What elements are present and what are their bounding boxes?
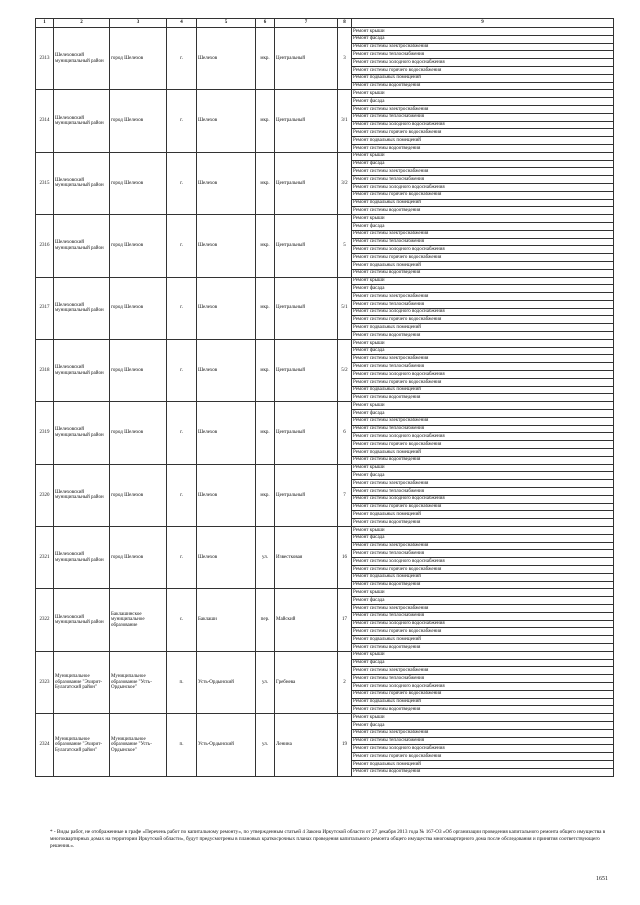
table-row — [36, 90, 614, 98]
table-row — [36, 589, 614, 597]
column-header: 5 — [197, 19, 256, 28]
district-cell: Шелеховский муниципальный район — [54, 339, 110, 401]
work-type-cell: Ремонт фасада — [352, 35, 614, 43]
work-type-cell: Ремонт системы теплоснабжения — [352, 675, 614, 683]
work-type-cell: Ремонт крыши — [352, 402, 614, 410]
street-cell: Центральный — [275, 339, 338, 401]
work-type-cell: Ремонт фасада — [352, 285, 614, 293]
work-type-cell: Ремонт системы холодного водоснабжения — [352, 121, 614, 129]
work-type-cell: Ремонт системы холодного водоснабжения — [352, 59, 614, 67]
row-number: 2323 — [36, 651, 54, 713]
work-type-cell: Ремонт фасада — [352, 160, 614, 168]
district-cell: Шелеховский муниципальный район — [54, 402, 110, 464]
municipality-cell: Баклашинское муниципальное образование — [110, 589, 167, 651]
work-type-cell: Ремонт системы горячего водоснабжения — [352, 191, 614, 199]
work-type-cell: Ремонт системы горячего водоснабжения — [352, 753, 614, 761]
work-type-cell: Ремонт подвальных помещений — [352, 636, 614, 644]
municipality-cell: Муниципальное образование "Усть-Ордынское" — [110, 714, 167, 776]
work-type-cell: Ремонт системы холодного водоснабжения — [352, 371, 614, 379]
municipality-cell: город Шелехов — [110, 28, 167, 90]
work-type-cell: Ремонт системы электроснабжения — [352, 105, 614, 113]
work-type-cell: Ремонт системы электроснабжения — [352, 230, 614, 238]
work-type-cell: Ремонт системы горячего водоснабжения — [352, 503, 614, 511]
work-type-cell: Ремонт подвальных помещений — [352, 261, 614, 269]
work-type-cell: Ремонт фасада — [352, 410, 614, 418]
street-cell: Центральный — [275, 215, 338, 277]
district-cell: Шелеховский муниципальный район — [54, 277, 110, 339]
street-type-cell: ул. — [256, 714, 275, 776]
house-number-cell: 17 — [338, 589, 352, 651]
work-type-cell: Ремонт системы горячего водоснабжения — [352, 66, 614, 74]
work-type-cell: Ремонт системы горячего водоснабжения — [352, 690, 614, 698]
street-type-cell: мкр. — [256, 28, 275, 90]
table-row — [36, 28, 614, 36]
work-type-cell: Ремонт системы электроснабжения — [352, 480, 614, 488]
work-type-cell: Ремонт системы водоотведения — [352, 706, 614, 714]
house-number-cell: 16 — [338, 527, 352, 589]
street-cell: Центральный — [275, 152, 338, 214]
work-type-cell: Ремонт системы теплоснабжения — [352, 238, 614, 246]
work-type-cell: Ремонт системы водоотведения — [352, 332, 614, 340]
row-number: 2320 — [36, 464, 54, 526]
column-header: 8 — [338, 19, 352, 28]
street-type-cell: мкр. — [256, 339, 275, 401]
column-header: 4 — [167, 19, 197, 28]
row-number: 2317 — [36, 277, 54, 339]
work-type-cell: Ремонт подвальных помещений — [352, 137, 614, 145]
work-type-cell: Ремонт крыши — [352, 277, 614, 285]
row-number: 2324 — [36, 714, 54, 776]
settlement-type-cell: г. — [167, 527, 197, 589]
table-row — [36, 402, 614, 410]
page-number: 1651 — [596, 876, 608, 882]
district-cell: Шелеховский муниципальный район — [54, 215, 110, 277]
settlement-cell: Шелехов — [197, 215, 256, 277]
table-row — [36, 714, 614, 722]
work-type-cell: Ремонт подвальных помещений — [352, 449, 614, 457]
district-cell: Шелеховский муниципальный район — [54, 152, 110, 214]
work-type-cell: Ремонт крыши — [352, 152, 614, 160]
work-type-cell: Ремонт подвальных помещений — [352, 199, 614, 207]
work-type-cell: Ремонт системы водоотведения — [352, 519, 614, 527]
street-cell: Гребнева — [275, 651, 338, 713]
table-row — [36, 339, 614, 347]
work-type-cell: Ремонт подвальных помещений — [352, 511, 614, 519]
house-number-cell: 3/2 — [338, 152, 352, 214]
work-type-cell: Ремонт системы теплоснабжения — [352, 737, 614, 745]
row-number: 2319 — [36, 402, 54, 464]
work-type-cell: Ремонт системы холодного водоснабжения — [352, 745, 614, 753]
settlement-cell: Усть-Ордынский — [197, 714, 256, 776]
municipality-cell: город Шелехов — [110, 215, 167, 277]
street-cell: Центральный — [275, 402, 338, 464]
column-header: 7 — [275, 19, 338, 28]
house-number-cell: 2 — [338, 651, 352, 713]
work-type-cell: Ремонт системы теплоснабжения — [352, 176, 614, 184]
work-type-cell: Ремонт фасада — [352, 347, 614, 355]
municipality-cell: Муниципальное образование "Усть-Ордынское" — [110, 651, 167, 713]
work-type-cell: Ремонт фасада — [352, 659, 614, 667]
house-number-cell: 3 — [338, 28, 352, 90]
work-type-cell: Ремонт системы водоотведения — [352, 144, 614, 152]
work-type-cell: Ремонт крыши — [352, 215, 614, 223]
work-type-cell: Ремонт крыши — [352, 651, 614, 659]
street-type-cell: мкр. — [256, 277, 275, 339]
work-type-cell: Ремонт фасада — [352, 222, 614, 230]
work-type-cell: Ремонт крыши — [352, 589, 614, 597]
work-type-cell: Ремонт системы теплоснабжения — [352, 550, 614, 558]
work-type-cell: Ремонт системы электроснабжения — [352, 729, 614, 737]
settlement-cell: Шелехов — [197, 402, 256, 464]
work-type-cell: Ремонт системы теплоснабжения — [352, 488, 614, 496]
work-type-cell: Ремонт крыши — [352, 90, 614, 98]
settlement-cell: Шелехов — [197, 464, 256, 526]
footnote: * - Виды работ, не отображенные в графе «Перечень работ по капитальному ремонту», по утвержденным статьей 4 Закона Иркутской области от 27 декабря 2013 года № 167-ОЗ «Об организации проведения капитального ремонта общего имущества в многоквартирных домах на территории Иркутской области», будут предусмотрены в плановых краткосрочных планах проведения капитального ремонта общего имущества многоквартирного дома после обследования и принятия соответствующего решения.». — [50, 829, 606, 849]
municipality-cell: город Шелехов — [110, 402, 167, 464]
house-number-cell: 7 — [338, 464, 352, 526]
street-type-cell: мкр. — [256, 215, 275, 277]
house-number-cell: 5 — [338, 215, 352, 277]
work-type-cell: Ремонт фасада — [352, 721, 614, 729]
column-header: 9 — [352, 19, 614, 28]
document-page — [35, 18, 613, 777]
settlement-type-cell: г. — [167, 402, 197, 464]
district-cell: Шелеховский муниципальный район — [54, 28, 110, 90]
street-cell: Центральный — [275, 277, 338, 339]
house-number-cell: 5/1 — [338, 277, 352, 339]
district-cell: Шелеховский муниципальный район — [54, 90, 110, 152]
street-cell: Ленина — [275, 714, 338, 776]
work-type-cell: Ремонт системы горячего водоснабжения — [352, 129, 614, 137]
street-cell: Центральный — [275, 90, 338, 152]
district-cell: Муниципальное образование "Эхирит-Булагатский район" — [54, 714, 110, 776]
work-type-cell: Ремонт системы теплоснабжения — [352, 113, 614, 121]
settlement-type-cell: п. — [167, 714, 197, 776]
district-cell: Шелеховский муниципальный район — [54, 464, 110, 526]
street-cell: Центральный — [275, 28, 338, 90]
row-number: 2321 — [36, 527, 54, 589]
work-type-cell: Ремонт крыши — [352, 714, 614, 722]
work-type-cell: Ремонт крыши — [352, 339, 614, 347]
table-row — [36, 464, 614, 472]
settlement-cell: Баклаши — [197, 589, 256, 651]
work-type-cell: Ремонт системы теплоснабжения — [352, 300, 614, 308]
row-number: 2314 — [36, 90, 54, 152]
work-type-cell: Ремонт подвальных помещений — [352, 324, 614, 332]
street-type-cell: пер. — [256, 589, 275, 651]
work-type-cell: Ремонт системы электроснабжения — [352, 542, 614, 550]
work-type-cell: Ремонт подвальных помещений — [352, 760, 614, 768]
street-type-cell: мкр. — [256, 90, 275, 152]
settlement-type-cell: г. — [167, 464, 197, 526]
street-cell: Центральный — [275, 464, 338, 526]
district-cell: Муниципальное образование "Эхирит-Булагатский район" — [54, 651, 110, 713]
repair-register-table — [35, 18, 614, 777]
work-type-cell: Ремонт системы теплоснабжения — [352, 51, 614, 59]
house-number-cell: 6 — [338, 402, 352, 464]
column-header: 3 — [110, 19, 167, 28]
table-row — [36, 215, 614, 223]
district-cell: Шелеховский муниципальный район — [54, 527, 110, 589]
work-type-cell: Ремонт системы водоотведения — [352, 394, 614, 402]
settlement-type-cell: г. — [167, 339, 197, 401]
work-type-cell: Ремонт крыши — [352, 28, 614, 36]
work-type-cell: Ремонт фасада — [352, 98, 614, 106]
work-type-cell: Ремонт системы электроснабжения — [352, 168, 614, 176]
settlement-cell: Шелехов — [197, 152, 256, 214]
municipality-cell: город Шелехов — [110, 152, 167, 214]
table-row — [36, 277, 614, 285]
work-type-cell: Ремонт системы горячего водоснабжения — [352, 441, 614, 449]
municipality-cell: город Шелехов — [110, 527, 167, 589]
work-type-cell: Ремонт системы водоотведения — [352, 207, 614, 215]
street-type-cell: мкр. — [256, 152, 275, 214]
municipality-cell: город Шелехов — [110, 464, 167, 526]
street-type-cell: ул. — [256, 651, 275, 713]
district-cell: Шелеховский муниципальный район — [54, 589, 110, 651]
house-number-cell: 5/2 — [338, 339, 352, 401]
work-type-cell: Ремонт системы электроснабжения — [352, 417, 614, 425]
municipality-cell: город Шелехов — [110, 277, 167, 339]
work-type-cell: Ремонт системы горячего водоснабжения — [352, 565, 614, 573]
settlement-cell: Усть-Ордынский — [197, 651, 256, 713]
column-header: 6 — [256, 19, 275, 28]
settlement-cell: Шелехов — [197, 339, 256, 401]
settlement-type-cell: п. — [167, 651, 197, 713]
house-number-cell: 3/1 — [338, 90, 352, 152]
table-row — [36, 152, 614, 160]
work-type-cell: Ремонт фасада — [352, 534, 614, 542]
row-number: 2322 — [36, 589, 54, 651]
work-type-cell: Ремонт системы электроснабжения — [352, 43, 614, 51]
work-type-cell: Ремонт системы электроснабжения — [352, 667, 614, 675]
settlement-cell: Шелехов — [197, 90, 256, 152]
work-type-cell: Ремонт системы холодного водоснабжения — [352, 620, 614, 628]
work-type-cell: Ремонт крыши — [352, 464, 614, 472]
municipality-cell: город Шелехов — [110, 339, 167, 401]
column-header: 2 — [54, 19, 110, 28]
settlement-cell: Шелехов — [197, 527, 256, 589]
settlement-type-cell: г. — [167, 28, 197, 90]
municipality-cell: город Шелехов — [110, 90, 167, 152]
street-type-cell: мкр. — [256, 402, 275, 464]
work-type-cell: Ремонт фасада — [352, 597, 614, 605]
table-row — [36, 651, 614, 659]
work-type-cell: Ремонт системы теплоснабжения — [352, 612, 614, 620]
work-type-cell: Ремонт системы водоотведения — [352, 269, 614, 277]
work-type-cell: Ремонт подвальных помещений — [352, 74, 614, 82]
work-type-cell: Ремонт подвальных помещений — [352, 573, 614, 581]
work-type-cell: Ремонт системы горячего водоснабжения — [352, 316, 614, 324]
row-number: 2316 — [36, 215, 54, 277]
header-row — [36, 19, 614, 28]
settlement-cell: Шелехов — [197, 28, 256, 90]
work-type-cell: Ремонт системы горячего водоснабжения — [352, 378, 614, 386]
work-type-cell: Ремонт крыши — [352, 527, 614, 535]
work-type-cell: Ремонт системы теплоснабжения — [352, 363, 614, 371]
settlement-cell: Шелехов — [197, 277, 256, 339]
street-cell: Майский — [275, 589, 338, 651]
work-type-cell: Ремонт системы холодного водоснабжения — [352, 246, 614, 254]
house-number-cell: 19 — [338, 714, 352, 776]
work-type-cell: Ремонт системы холодного водоснабжения — [352, 558, 614, 566]
street-cell: Известковая — [275, 527, 338, 589]
work-type-cell: Ремонт системы водоотведения — [352, 82, 614, 90]
work-type-cell: Ремонт системы холодного водоснабжения — [352, 183, 614, 191]
settlement-type-cell: с. — [167, 589, 197, 651]
settlement-type-cell: г. — [167, 90, 197, 152]
settlement-type-cell: г. — [167, 152, 197, 214]
table-body — [36, 28, 614, 777]
work-type-cell: Ремонт системы электроснабжения — [352, 293, 614, 301]
work-type-cell: Ремонт системы горячего водоснабжения — [352, 254, 614, 262]
row-number: 2315 — [36, 152, 54, 214]
work-type-cell: Ремонт подвальных помещений — [352, 698, 614, 706]
work-type-cell: Ремонт системы водоотведения — [352, 581, 614, 589]
street-type-cell: ул. — [256, 527, 275, 589]
settlement-type-cell: г. — [167, 277, 197, 339]
work-type-cell: Ремонт системы водоотведения — [352, 643, 614, 651]
work-type-cell: Ремонт фасада — [352, 472, 614, 480]
work-type-cell: Ремонт системы электроснабжения — [352, 604, 614, 612]
work-type-cell: Ремонт системы холодного водоснабжения — [352, 495, 614, 503]
row-number: 2318 — [36, 339, 54, 401]
work-type-cell: Ремонт системы водоотведения — [352, 456, 614, 464]
work-type-cell: Ремонт системы холодного водоснабжения — [352, 308, 614, 316]
work-type-cell: Ремонт системы электроснабжения — [352, 355, 614, 363]
table-row — [36, 527, 614, 535]
work-type-cell: Ремонт системы горячего водоснабжения — [352, 628, 614, 636]
work-type-cell: Ремонт системы холодного водоснабжения — [352, 433, 614, 441]
settlement-type-cell: г. — [167, 215, 197, 277]
work-type-cell: Ремонт подвальных помещений — [352, 386, 614, 394]
work-type-cell: Ремонт системы холодного водоснабжения — [352, 682, 614, 690]
work-type-cell: Ремонт системы водоотведения — [352, 768, 614, 776]
column-header: 1 — [36, 19, 54, 28]
work-type-cell: Ремонт системы теплоснабжения — [352, 425, 614, 433]
row-number: 2313 — [36, 28, 54, 90]
street-type-cell: мкр. — [256, 464, 275, 526]
